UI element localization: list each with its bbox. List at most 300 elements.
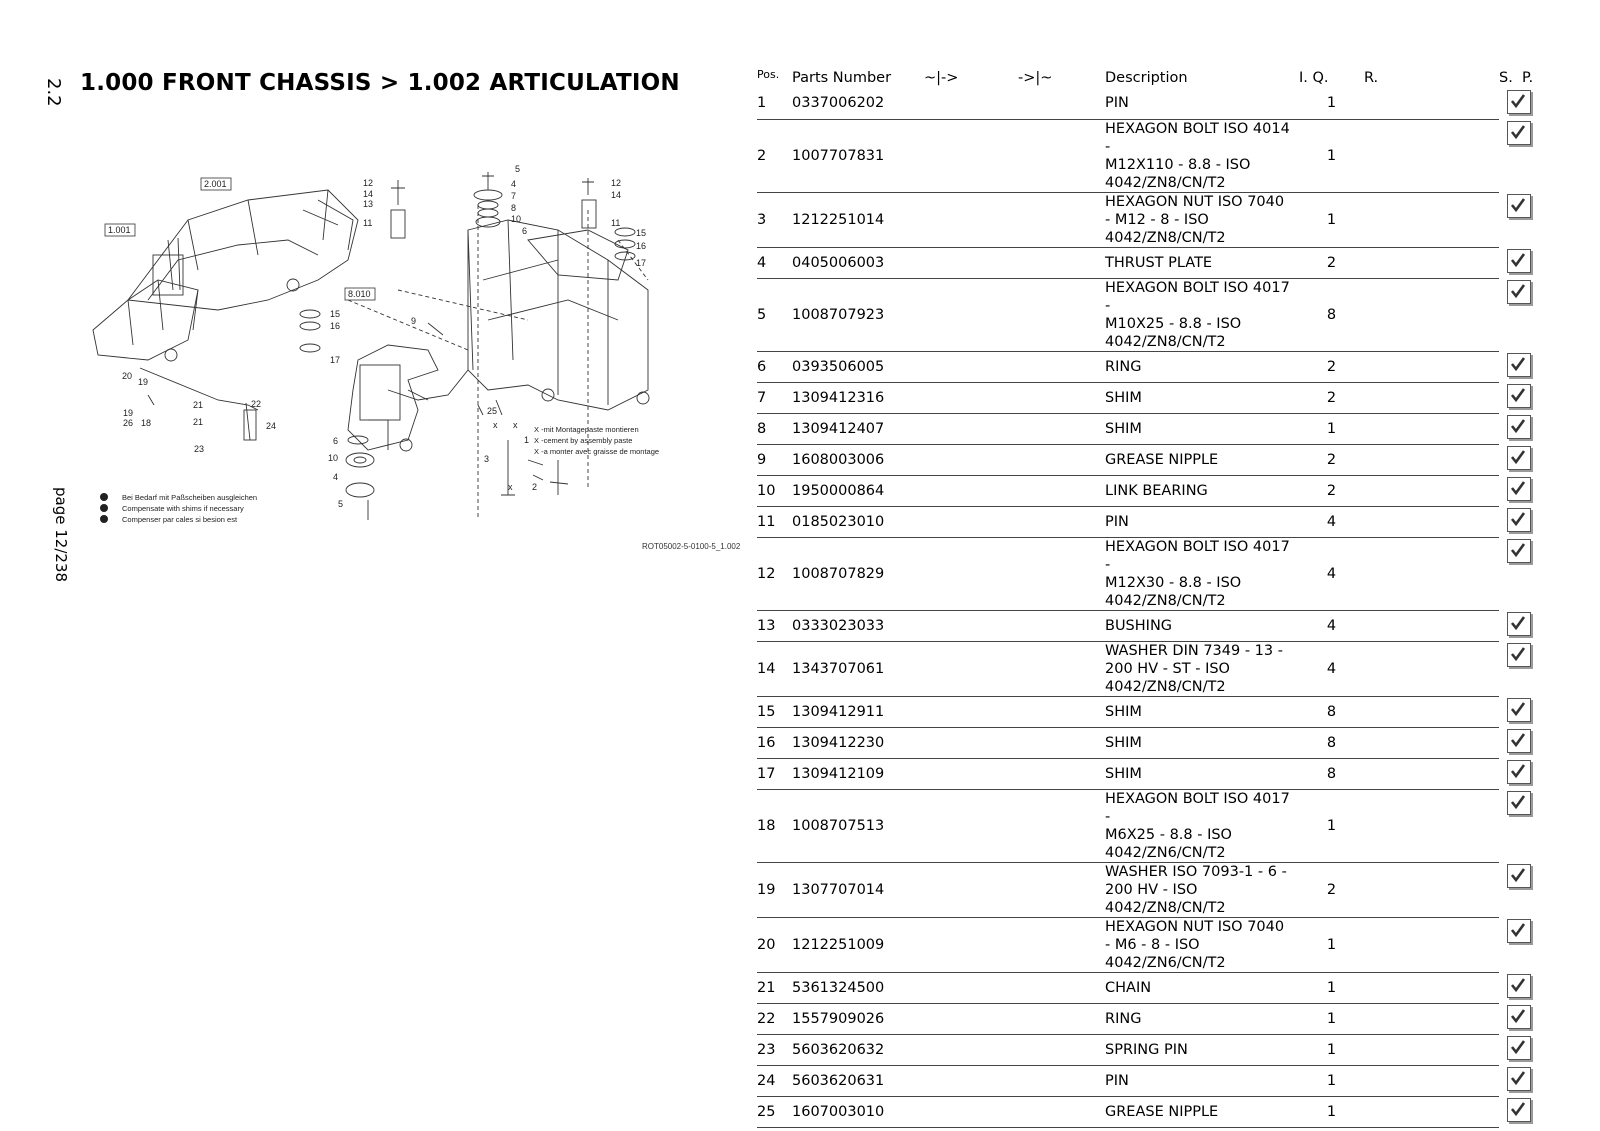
cell-from: [924, 1003, 1018, 1034]
cell-qty: 2: [1299, 247, 1364, 278]
cell-pos: 3: [757, 192, 792, 247]
sp-checkbox[interactable]: [1507, 1098, 1531, 1122]
cell-from: [924, 1034, 1018, 1065]
cell-part-number: 1557909026: [792, 1003, 924, 1034]
cell-part-number: 5361324500: [792, 972, 924, 1003]
cell-to: [1018, 351, 1105, 382]
table-row: [757, 506, 1539, 537]
cell-r: [1364, 727, 1499, 758]
sp-checkbox[interactable]: [1507, 508, 1531, 532]
cell-to: [1018, 727, 1105, 758]
table-row: [757, 610, 1539, 641]
cell-pos: 7: [757, 382, 792, 413]
cell-description: BUSHING: [1105, 610, 1299, 641]
cell-description: HEXAGON BOLT ISO 4017 - M12X30 - 8.8 - ISO 4042/ZN8/CN/T2: [1105, 537, 1299, 610]
cell-pos: 14: [757, 641, 792, 696]
cell-from: [924, 351, 1018, 382]
cell-qty: 2: [1299, 351, 1364, 382]
table-row: [757, 537, 1539, 610]
table-row: [757, 475, 1539, 506]
cell-pos: 5: [757, 278, 792, 351]
table-row: [757, 917, 1539, 972]
cell-from: [924, 696, 1018, 727]
cell-from: [924, 119, 1018, 192]
table-row: [757, 727, 1539, 758]
table-row: [757, 972, 1539, 1003]
cell-sp: [1499, 382, 1539, 413]
cell-r: [1364, 119, 1499, 192]
cell-r: [1364, 351, 1499, 382]
cell-from: [924, 727, 1018, 758]
cell-sp: [1499, 917, 1539, 972]
callout: 10: [511, 214, 522, 224]
cell-pos: 16: [757, 727, 792, 758]
col-iq: I. Q.: [1299, 70, 1329, 86]
cell-qty: 8: [1299, 727, 1364, 758]
cell-qty: 2: [1299, 475, 1364, 506]
cell-qty: 1: [1299, 917, 1364, 972]
cell-sp: [1499, 475, 1539, 506]
cell-qty: 1: [1299, 789, 1364, 862]
cell-sp: [1499, 247, 1539, 278]
cell-to: [1018, 444, 1105, 475]
cell-r: [1364, 862, 1499, 917]
chassis-frame-2001: [128, 190, 358, 310]
callout: 21: [193, 417, 204, 427]
cell-pos: 13: [757, 610, 792, 641]
cell-qty: 1: [1299, 413, 1364, 444]
sp-checkbox[interactable]: [1507, 353, 1531, 377]
cell-sp: [1499, 641, 1539, 696]
cell-part-number: 1608003006: [792, 444, 924, 475]
exploded-diagram: [88, 160, 748, 560]
cell-part-number: 1307707014: [792, 862, 924, 917]
callout: 4: [511, 179, 517, 189]
cell-description: HEXAGON BOLT ISO 4014 - M12X110 - 8.8 - ISO 4042/ZN8/CN/T2: [1105, 119, 1299, 192]
ref-box-2001: 2.001: [204, 179, 227, 189]
cell-to: [1018, 758, 1105, 789]
cell-description: SHIM: [1105, 758, 1299, 789]
cell-part-number: 1212251014: [792, 192, 924, 247]
callout: 14: [611, 190, 622, 200]
cell-sp: [1499, 278, 1539, 351]
table-row: [757, 1096, 1539, 1127]
cell-r: [1364, 789, 1499, 862]
callout: 21: [193, 400, 204, 410]
col-from: ~|->: [924, 70, 959, 86]
note-shims-fr: Compenser par cales si besion est: [122, 515, 238, 524]
cell-from: [924, 247, 1018, 278]
cell-pos: 4: [757, 247, 792, 278]
cell-pos: 25: [757, 1096, 792, 1127]
cell-r: [1364, 382, 1499, 413]
col-part-number: Parts Number: [792, 70, 892, 86]
callout: 12: [611, 178, 622, 188]
drawing-reference: ROT05002-5-0100-5_1.002: [642, 542, 741, 551]
cell-to: [1018, 506, 1105, 537]
callout: 11: [363, 218, 373, 228]
cell-from: [924, 641, 1018, 696]
cell-from: [924, 88, 1018, 119]
cell-r: [1364, 506, 1499, 537]
shim-symbol-icons: [100, 493, 108, 523]
callout: x: [493, 420, 498, 430]
cell-part-number: 0185023010: [792, 506, 924, 537]
cell-description: CHAIN: [1105, 972, 1299, 1003]
sp-checkbox[interactable]: [1507, 539, 1531, 563]
cell-pos: 18: [757, 789, 792, 862]
callout: 6: [333, 436, 339, 446]
cell-description: PIN: [1105, 1065, 1299, 1096]
cell-from: [924, 192, 1018, 247]
cell-qty: 8: [1299, 278, 1364, 351]
cell-r: [1364, 444, 1499, 475]
cell-from: [924, 610, 1018, 641]
cell-sp: [1499, 192, 1539, 247]
cell-from: [924, 972, 1018, 1003]
cell-description: RING: [1105, 351, 1299, 382]
cell-from: [924, 278, 1018, 351]
cell-pos: 8: [757, 413, 792, 444]
callout: 7: [511, 191, 517, 201]
table-row: [757, 382, 1539, 413]
sp-checkbox[interactable]: [1507, 1005, 1531, 1029]
cell-from: [924, 917, 1018, 972]
callout: 9: [411, 316, 417, 326]
cell-pos: 1: [757, 88, 792, 119]
sp-checkbox[interactable]: [1507, 384, 1531, 408]
table-row: [757, 1065, 1539, 1096]
sp-checkbox[interactable]: [1507, 974, 1531, 998]
cell-sp: [1499, 1003, 1539, 1034]
cell-sp: [1499, 758, 1539, 789]
sp-checkbox[interactable]: [1507, 643, 1531, 667]
cell-r: [1364, 192, 1499, 247]
cell-sp: [1499, 537, 1539, 610]
cell-qty: 1: [1299, 1003, 1364, 1034]
sp-checkbox[interactable]: [1507, 729, 1531, 753]
callout: 23: [194, 444, 205, 454]
callout: 12: [363, 178, 374, 188]
cell-sp: [1499, 413, 1539, 444]
cell-from: [924, 1065, 1018, 1096]
callout: 14: [363, 189, 374, 199]
sp-checkbox[interactable]: [1507, 698, 1531, 722]
cell-to: [1018, 610, 1105, 641]
cell-qty: 4: [1299, 610, 1364, 641]
cell-pos: 21: [757, 972, 792, 1003]
callout: 24: [266, 421, 277, 431]
cell-description: HEXAGON NUT ISO 7040 - M12 - 8 - ISO 4042/ZN8/CN/T2: [1105, 192, 1299, 247]
callout: 17: [330, 355, 341, 365]
cell-to: [1018, 789, 1105, 862]
cell-pos: 6: [757, 351, 792, 382]
callout: 3: [484, 454, 490, 464]
table-row: [757, 1034, 1539, 1065]
cell-to: [1018, 247, 1105, 278]
cell-part-number: 1008707829: [792, 537, 924, 610]
cell-part-number: 1007707831: [792, 119, 924, 192]
cell-qty: 8: [1299, 758, 1364, 789]
cell-description: PIN: [1105, 506, 1299, 537]
cell-qty: 8: [1299, 696, 1364, 727]
cell-pos: 17: [757, 758, 792, 789]
note-shims-en: Compensate with shims if necessary: [122, 504, 244, 513]
cell-sp: [1499, 789, 1539, 862]
callout: 10: [328, 453, 339, 463]
cell-part-number: 1343707061: [792, 641, 924, 696]
cell-sp: [1499, 696, 1539, 727]
cell-qty: 2: [1299, 444, 1364, 475]
cell-r: [1364, 917, 1499, 972]
col-sp: [1499, 66, 1539, 88]
cell-description: SHIM: [1105, 727, 1299, 758]
cell-part-number: 0337006202: [792, 88, 924, 119]
table-row: [757, 789, 1539, 862]
cell-pos: 11: [757, 506, 792, 537]
cell-to: [1018, 862, 1105, 917]
cell-qty: 1: [1299, 972, 1364, 1003]
cell-r: [1364, 1065, 1499, 1096]
ref-box-1001: 1.001: [108, 225, 131, 235]
cell-from: [924, 444, 1018, 475]
cell-description: SHIM: [1105, 382, 1299, 413]
cell-r: [1364, 88, 1499, 119]
callout: x: [513, 420, 518, 430]
cell-r: [1364, 1096, 1499, 1127]
sp-checkbox[interactable]: [1507, 1067, 1531, 1091]
cell-qty: 1: [1299, 88, 1364, 119]
note-paste-fr: X -a monter avec graisse de montage: [534, 447, 660, 456]
page-title: 1.000 FRONT CHASSIS > 1.002 ARTICULATION: [80, 70, 680, 96]
cell-part-number: 1008707513: [792, 789, 924, 862]
cell-from: [924, 758, 1018, 789]
cell-to: [1018, 278, 1105, 351]
col-s: S.: [1499, 70, 1513, 86]
callout: 1: [524, 435, 530, 445]
callout: 5: [338, 499, 344, 509]
cell-to: [1018, 972, 1105, 1003]
table-row: [757, 696, 1539, 727]
callout: 13: [363, 199, 374, 209]
cell-description: THRUST PLATE: [1105, 247, 1299, 278]
cell-r: [1364, 537, 1499, 610]
cell-r: [1364, 610, 1499, 641]
cell-pos: 19: [757, 862, 792, 917]
sp-checkbox[interactable]: [1507, 90, 1531, 114]
cell-part-number: 1309412230: [792, 727, 924, 758]
articulation-frame: [348, 345, 438, 450]
callout: 16: [330, 321, 341, 331]
callout: 25: [487, 406, 498, 416]
note-paste-de: X -mit Montagepaste montieren: [534, 425, 639, 434]
cell-from: [924, 862, 1018, 917]
sp-checkbox[interactable]: [1507, 121, 1531, 145]
cell-to: [1018, 1065, 1105, 1096]
cell-to: [1018, 1003, 1105, 1034]
cell-to: [1018, 696, 1105, 727]
callout: 22: [251, 399, 262, 409]
sp-checkbox[interactable]: [1507, 760, 1531, 784]
sp-checkbox[interactable]: [1507, 919, 1531, 943]
table-row: [757, 413, 1539, 444]
cell-to: [1018, 119, 1105, 192]
table-row: [757, 119, 1539, 192]
table-header: [757, 66, 1539, 88]
table-row: [757, 444, 1539, 475]
cell-qty: 2: [1299, 862, 1364, 917]
callout: 19: [138, 377, 149, 387]
cell-from: [924, 475, 1018, 506]
cell-r: [1364, 1034, 1499, 1065]
sp-checkbox[interactable]: [1507, 612, 1531, 636]
cell-part-number: 1309412911: [792, 696, 924, 727]
cell-description: SHIM: [1105, 696, 1299, 727]
cell-part-number: 0333023033: [792, 610, 924, 641]
sp-checkbox[interactable]: [1507, 791, 1531, 815]
sp-checkbox[interactable]: [1507, 280, 1531, 304]
cell-description: GREASE NIPPLE: [1105, 1096, 1299, 1127]
sp-checkbox[interactable]: [1507, 446, 1531, 470]
cell-part-number: 5603620632: [792, 1034, 924, 1065]
cell-sp: [1499, 972, 1539, 1003]
cell-description: LINK BEARING: [1105, 475, 1299, 506]
callout: 26: [123, 418, 134, 428]
cell-to: [1018, 382, 1105, 413]
cell-qty: 1: [1299, 1096, 1364, 1127]
cell-to: [1018, 641, 1105, 696]
cell-pos: 23: [757, 1034, 792, 1065]
cell-sp: [1499, 610, 1539, 641]
cell-r: [1364, 972, 1499, 1003]
callout: 20: [122, 371, 133, 381]
cell-to: [1018, 88, 1105, 119]
cell-qty: 1: [1299, 119, 1364, 192]
table-row: [757, 641, 1539, 696]
cell-part-number: 1309412407: [792, 413, 924, 444]
callout: 15: [330, 309, 341, 319]
cell-part-number: 1309412316: [792, 382, 924, 413]
cell-sp: [1499, 862, 1539, 917]
cell-part-number: 0393506005: [792, 351, 924, 382]
callout: 18: [141, 418, 152, 428]
cell-description: WASHER DIN 7349 - 13 - 200 HV - ST - ISO 4042/ZN8/CN/T2: [1105, 641, 1299, 696]
note-shims-de: Bei Bedarf mit Paßscheiben ausgleichen: [122, 493, 258, 502]
cell-sp: [1499, 1034, 1539, 1065]
cell-description: SPRING PIN: [1105, 1034, 1299, 1065]
cell-qty: 1: [1299, 1034, 1364, 1065]
parts-table: [757, 66, 1539, 1128]
cell-description: SHIM: [1105, 413, 1299, 444]
cell-description: WASHER ISO 7093-1 - 6 - 200 HV - ISO 4042/ZN8/CN/T2: [1105, 862, 1299, 917]
callout: 6: [522, 226, 528, 236]
cell-part-number: 5603620631: [792, 1065, 924, 1096]
cell-from: [924, 413, 1018, 444]
table-row: [757, 758, 1539, 789]
ref-box-8010: 8.010: [348, 289, 371, 299]
table-row: [757, 278, 1539, 351]
cell-pos: 10: [757, 475, 792, 506]
cell-from: [924, 789, 1018, 862]
callout: 4: [333, 472, 339, 482]
cell-qty: 1: [1299, 192, 1364, 247]
col-to: ->|~: [1018, 70, 1053, 86]
cell-r: [1364, 413, 1499, 444]
cell-qty: 4: [1299, 537, 1364, 610]
col-p: P.: [1522, 70, 1534, 86]
callout: 2: [532, 482, 538, 492]
cell-part-number: 0405006003: [792, 247, 924, 278]
callout: x: [508, 482, 513, 492]
cell-qty: 4: [1299, 641, 1364, 696]
page-number: page 12/238: [52, 487, 70, 583]
sp-checkbox[interactable]: [1507, 194, 1531, 218]
cell-sp: [1499, 1065, 1539, 1096]
cell-sp: [1499, 119, 1539, 192]
cell-part-number: 1212251009: [792, 917, 924, 972]
cell-from: [924, 537, 1018, 610]
cell-to: [1018, 192, 1105, 247]
section-index: 2.2: [43, 78, 64, 107]
cell-qty: 2: [1299, 382, 1364, 413]
cell-pos: 24: [757, 1065, 792, 1096]
cell-pos: 9: [757, 444, 792, 475]
cell-part-number: 1008707923: [792, 278, 924, 351]
cell-pos: 12: [757, 537, 792, 610]
cell-pos: 2: [757, 119, 792, 192]
cell-r: [1364, 1003, 1499, 1034]
cell-pos: 20: [757, 917, 792, 972]
cell-description: HEXAGON NUT ISO 7040 - M6 - 8 - ISO 4042/ZN6/CN/T2: [1105, 917, 1299, 972]
callout: 5: [515, 164, 521, 174]
cell-r: [1364, 278, 1499, 351]
cell-description: HEXAGON BOLT ISO 4017 - M6X25 - 8.8 - ISO 4042/ZN6/CN/T2: [1105, 789, 1299, 862]
cell-r: [1364, 758, 1499, 789]
sp-checkbox[interactable]: [1507, 249, 1531, 273]
cell-sp: [1499, 1096, 1539, 1127]
cell-to: [1018, 1096, 1105, 1127]
cell-qty: 4: [1299, 506, 1364, 537]
cell-r: [1364, 696, 1499, 727]
sp-checkbox[interactable]: [1507, 477, 1531, 501]
callout: 16: [636, 241, 647, 251]
table-row: [757, 88, 1539, 119]
table-row: [757, 192, 1539, 247]
cell-sp: [1499, 351, 1539, 382]
cell-to: [1018, 1034, 1105, 1065]
cell-from: [924, 1096, 1018, 1127]
cell-qty: 1: [1299, 1065, 1364, 1096]
cell-from: [924, 382, 1018, 413]
cell-r: [1364, 475, 1499, 506]
callout: 11: [611, 218, 621, 228]
cell-description: PIN: [1105, 88, 1299, 119]
cell-to: [1018, 917, 1105, 972]
callout: 15: [636, 228, 647, 238]
cell-description: GREASE NIPPLE: [1105, 444, 1299, 475]
sp-checkbox[interactable]: [1507, 1036, 1531, 1060]
col-pos: Pos.: [757, 68, 780, 81]
cell-to: [1018, 537, 1105, 610]
cell-to: [1018, 475, 1105, 506]
cell-to: [1018, 413, 1105, 444]
cell-description: RING: [1105, 1003, 1299, 1034]
note-paste-en: X -cement by assembly paste: [534, 436, 633, 445]
table-row: [757, 1003, 1539, 1034]
sp-checkbox[interactable]: [1507, 415, 1531, 439]
table-row: [757, 247, 1539, 278]
sp-checkbox[interactable]: [1507, 864, 1531, 888]
